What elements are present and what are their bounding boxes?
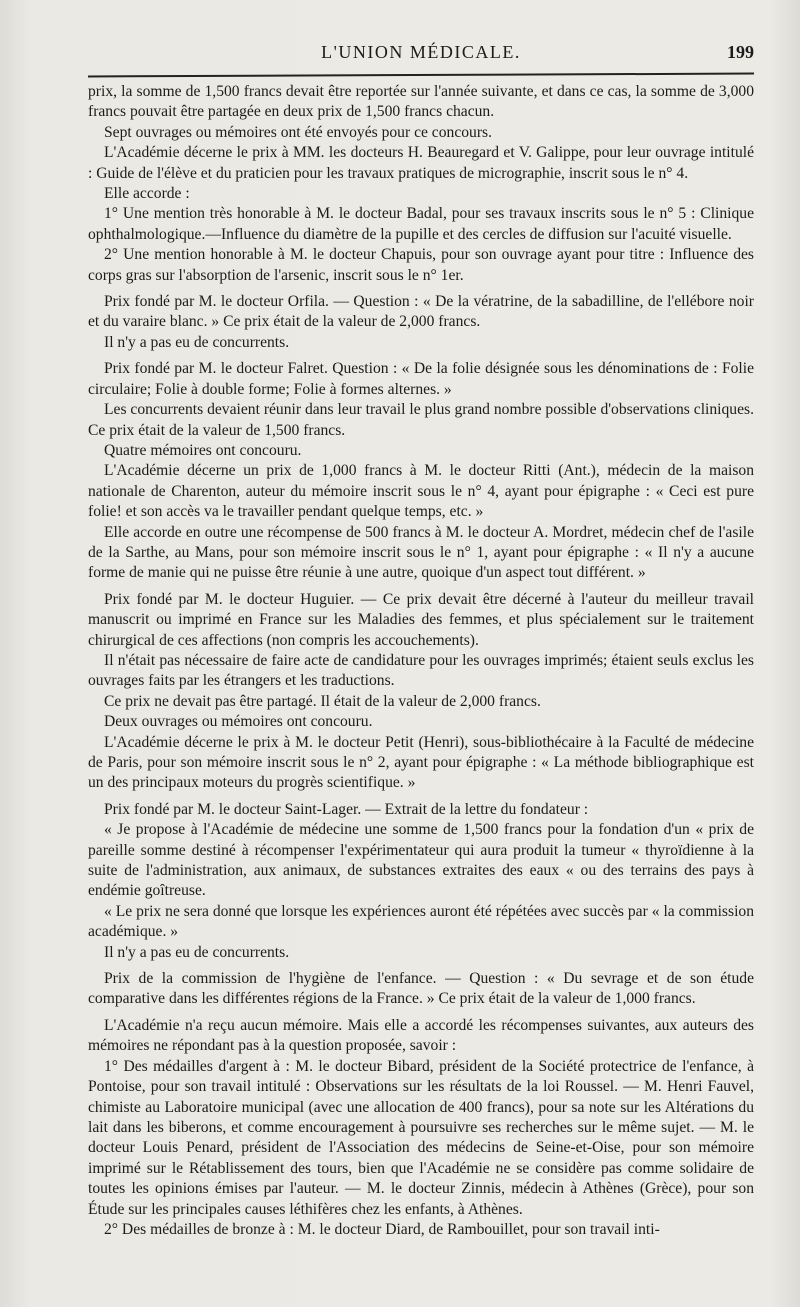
paragraph: Ce prix ne devait pas être partagé. Il était de la valeur de 2,000 francs.: [104, 692, 541, 710]
paragraph: Il n'était pas nécessaire de faire acte de candidature pour les ouvrages imprimés; étaient seuls exclus les ouvrages faits par les étrangers et les traductions.: [88, 651, 754, 690]
paragraph: Prix de la commission de l'hygiène de l'enfance. — Question : « Du sevrage et de son étude comparative dans les différentes régions de la France. » Ce prix était de la valeur de 1,000 francs.: [88, 970, 754, 1008]
paragraph: 1° Des médailles d'argent à : M. le docteur Bibard, président de la Société protectrice de l'enfance, à Pontoise, pour son travail intitulé : Observations sur les résultats de la loi Roussel. — M. Henri Fauvel, chimiste au Laboratoire municipal (avec une allocation de 400 francs), pour sa note sur les Altérations du lait dans les biberons, et comme encouragement à poursuivre ses recherches sur le même sujet. — M. le docteur Louis Penard, président de l'Association des médecins de Seine-et-Oise, pour son mémoire imprimé sur le Rétablissement des tours, bien que l'Académie ne se considère pas comme solidaire de toutes les opinions émises par l'auteur. — M. le docteur Zinnis, médecin à Athènes (Grèce), pour son Étude sur les principales causes léthifères chez les enfants, à Athènes.: [88, 1057, 754, 1218]
paragraph: Il n'y a pas eu de concurrents.: [104, 333, 290, 351]
paragraph: Elle accorde en outre une récompense de 500 francs à M. le docteur A. Mordret, médecin chef de l'asile de la Sarthe, au Mans, pour son mémoire inscrit sous le n° 1, ayant pour épigraphe : « Il n'y a aucune forme de manie qui ne puisse être réunie à une autre, quoique d'un aspect tout différent. »: [88, 523, 754, 582]
paragraph: 2° Une mention honorable à M. le docteur Chapuis, pour son ouvrage ayant pour titre : Influence des corps gras sur l'absorption de l'arsenic, inscrit sous le n° 1er.: [88, 246, 754, 284]
header-rule: [88, 73, 754, 78]
paragraph: Prix fondé par M. le docteur Falret. Question : « De la folie désignée sous les dénominations de : Folie circulaire; Folie à double forme; Folie à formes alternes. »: [88, 360, 754, 398]
article-body: [88, 82, 754, 1240]
paragraph: Deux ouvrages ou mémoires ont concouru.: [104, 713, 373, 731]
paragraph: Prix fondé par M. le docteur Orfila. — Question : « De la vératrine, de la sabadilline, de l'ellébore noir et du varaire blanc. » Ce prix était de la valeur de 2,000 francs.: [88, 293, 754, 331]
paragraph: Prix fondé par M. le docteur Huguier. — Ce prix devait être décerné à l'auteur du meilleur travail manuscrit ou imprimé en France sur les Maladies des femmes, et plus spécialement sur le traitement chirurgical de ces affections (non compris les accouchements).: [88, 590, 754, 649]
page-header: [88, 40, 754, 70]
paragraph: L'Académie décerne le prix à M. le docteur Petit (Henri), sous-bibliothécaire à la Faculté de médecine de Paris, pour son mémoire inscrit sous le n° 2, ayant pour épigraphe : « La méthode bibliographique est un des principaux moteurs du progrès scientifique. »: [88, 733, 754, 792]
paragraph: L'Académie n'a reçu aucun mémoire. Mais elle a accordé les récompenses suivantes, aux auteurs des mémoires ne répondant pas à la question proposée, savoir :: [88, 1016, 754, 1055]
paragraph: L'Académie décerne un prix de 1,000 francs à M. le docteur Ritti (Ant.), médecin de la maison nationale de Charenton, auteur du mémoire inscrit sous le n° 4, ayant pour épigraphe : « Ceci est pure folie! et son accès va le travailler pendant quelque temps, etc. »: [88, 462, 754, 521]
paragraph: 1° Une mention très honorable à M. le docteur Badal, pour ses travaux inscrits sous le n° 5 : Clinique ophthalmologique.—Influence du diamètre de la pupille et des cercles de diffusion sur l'acuité visuelle.: [88, 205, 754, 243]
paragraph: Quatre mémoires ont concouru.: [104, 441, 302, 459]
paragraph: Elle accorde :: [104, 185, 190, 203]
paragraph: Il n'y a pas eu de concurrents.: [104, 943, 290, 961]
paragraph: Sept ouvrages ou mémoires ont été envoyés pour ce concours.: [104, 123, 493, 141]
paragraph: L'Académie décerne le prix à MM. les docteurs H. Beauregard et V. Galippe, pour leur ouvrage intitulé : Guide de l'élève et du praticien pour les travaux pratiques de micrographie, inscrit sous le n° 4.: [88, 144, 754, 182]
paragraph: « Je propose à l'Académie de médecine une somme de 1,500 francs pour la fondation d'un « prix de pareille somme destiné à récompenser l'expérimentateur qui aura produit la tumeur « thyroïdienne à la suite de l'administration, aux animaux, de substances extraites des eaux « ou des terrains des pays à endémie goîtreuse.: [88, 821, 754, 900]
paragraph: Prix fondé par M. le docteur Saint-Lager. — Extrait de la lettre du fondateur :: [104, 800, 589, 818]
paragraph: prix, la somme de 1,500 francs devait être reportée sur l'année suivante, et dans ce cas, la somme de 3,000 francs pouvait être partagée en deux prix de 1,500 francs chacun.: [88, 83, 754, 121]
running-title: L'UNION MÉDICALE.: [321, 42, 521, 62]
paragraph: Les concurrents devaient réunir dans leur travail le plus grand nombre possible d'observations cliniques. Ce prix était de la valeur de 1,500 francs.: [88, 401, 754, 439]
paragraph: 2° Des médailles de bronze à : M. le docteur Diard, de Rambouillet, pour son travail inti-: [104, 1220, 660, 1238]
paragraph: « Le prix ne sera donné que lorsque les expériences auront été répétées avec succès par « la commission académique. »: [88, 902, 754, 941]
page-number: 199: [727, 42, 754, 62]
